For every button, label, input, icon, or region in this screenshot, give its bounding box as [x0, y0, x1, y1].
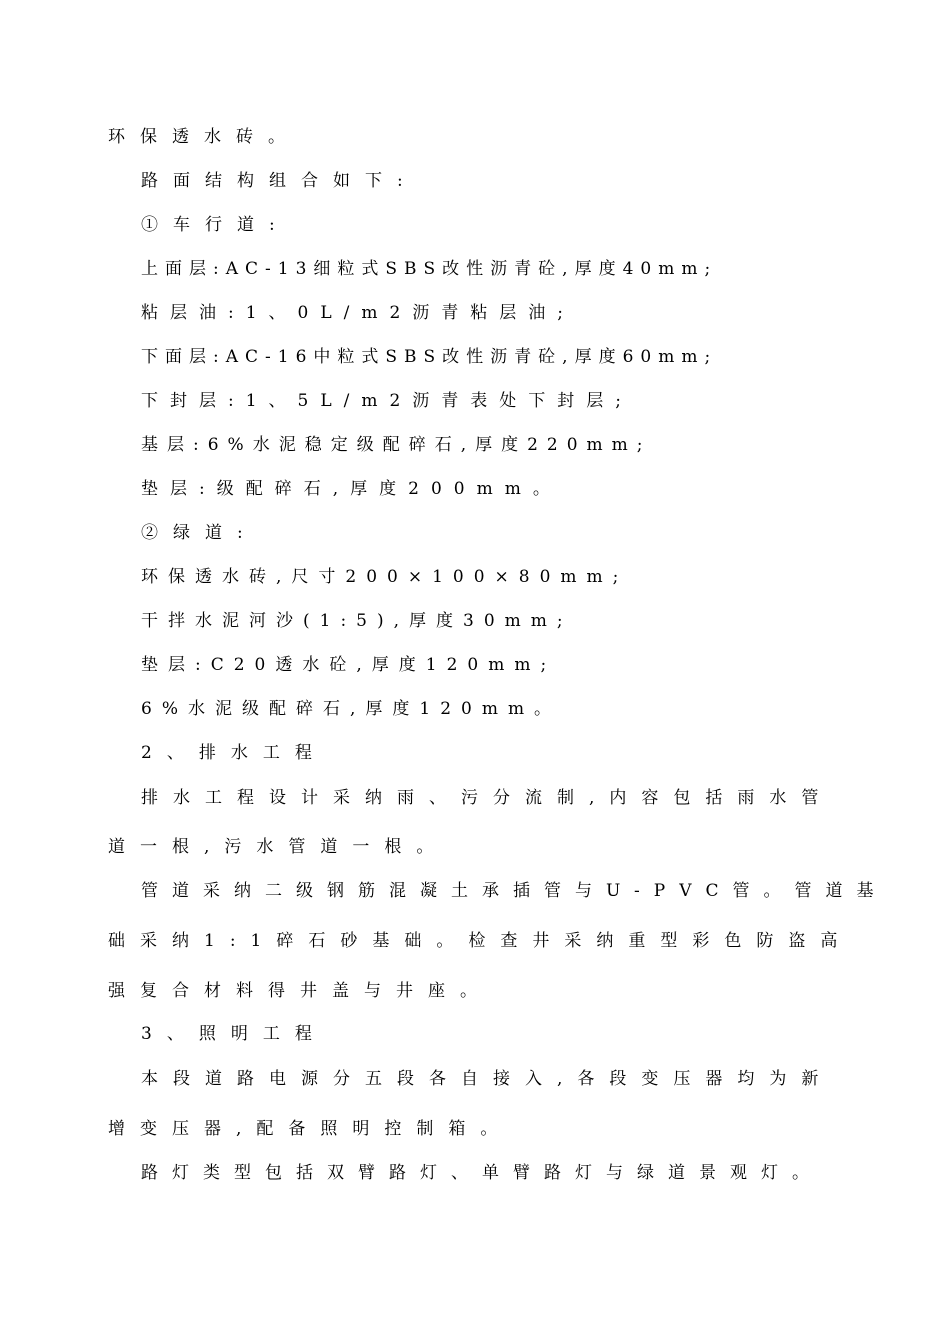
text-line: 强复合材料得井盖与井座。 [108, 981, 492, 1001]
text-line: 础采纳1:1碎石砂基础。检查井采纳重型彩色防盗高 [108, 931, 853, 951]
text-line: 干拌水泥河沙(1:5),厚度30mm; [141, 611, 573, 631]
text-line: 道一根,污水管道一根。 [108, 837, 449, 857]
text-line: 垫层:级配碎石,厚度200mm。 [141, 479, 562, 499]
text-line: 增变压器,配备照明控制箱。 [108, 1119, 513, 1139]
text-line: ②绿道: [141, 523, 258, 543]
text-line: 粘层油:1、0L/m2沥青粘层油; [141, 303, 576, 323]
text-line: 路灯类型包括双臂路灯、单臂路灯与绿道景观灯。 [141, 1163, 823, 1183]
text-line: 环保透水砖。 [108, 127, 300, 147]
text-line: 6%水泥级配碎石,厚度120mm。 [141, 699, 562, 719]
section-heading: 3、照明工程 [141, 1024, 327, 1044]
text-line: 管道采纳二级钢筋混凝土承插管与U-PVC管。管道基 [141, 881, 888, 901]
text-line: 上面层:AC-13细粒式SBS改性沥青砼,厚度40mm; [141, 259, 718, 279]
text-line: 垫层:C20透水砼,厚度120mm; [141, 655, 557, 675]
text-line: 下面层:AC-16中粒式SBS改性沥青砼,厚度60mm; [141, 347, 718, 367]
text-line: 环保透水砖,尺寸200×100×80mm; [141, 567, 629, 587]
text-line: 基层:6%水泥稳定级配碎石,厚度220mm; [141, 435, 652, 455]
text-line: ①车行道: [141, 215, 290, 235]
text-line: 下封层:1、5L/m2沥青表处下封层; [141, 391, 634, 411]
text-line: 路面结构组合如下: [141, 171, 418, 191]
section-heading: 2、排水工程 [141, 743, 327, 763]
text-line: 排水工程设计采纳雨、污分流制,内容包括雨水管 [141, 788, 834, 808]
text-line: 本段道路电源分五段各自接入,各段变压器均为新 [141, 1069, 834, 1089]
